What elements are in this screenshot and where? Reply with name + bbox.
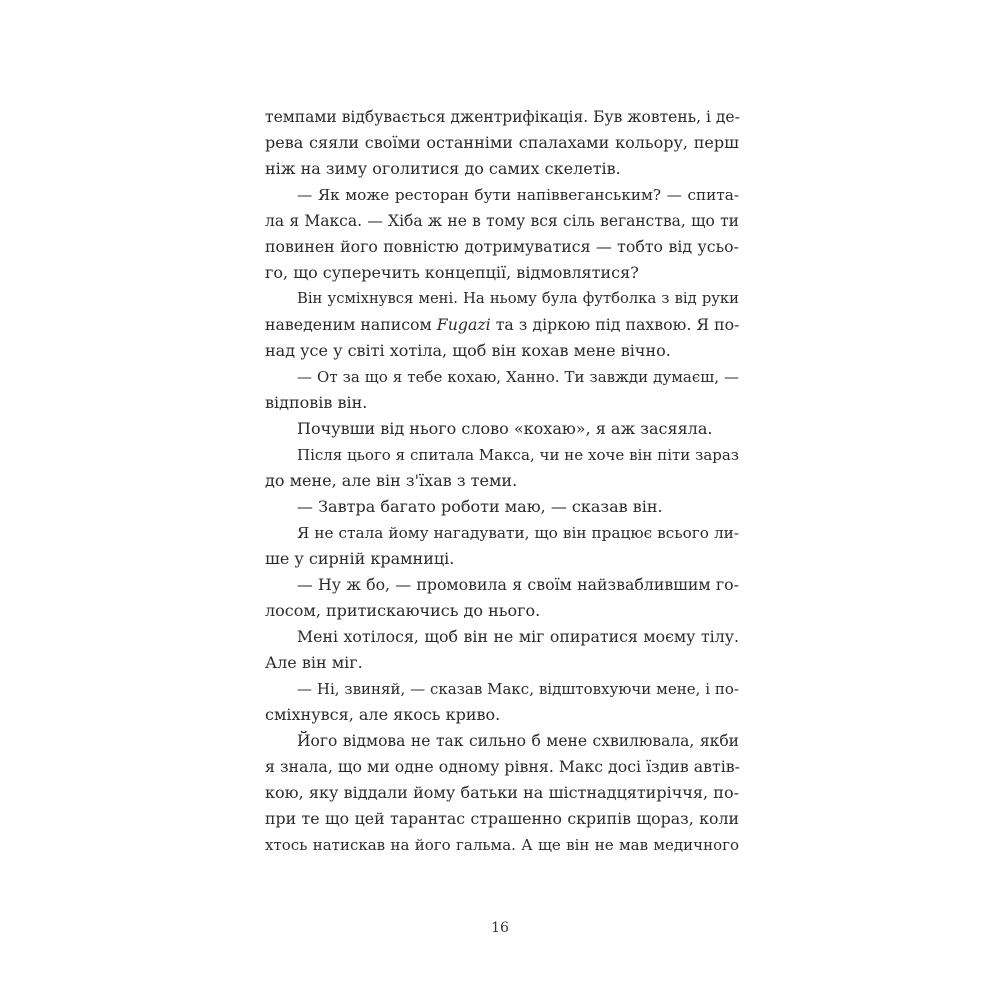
text-line: наведеним написом Fugazi та з діркою під пахвою. Я по- — [265, 315, 740, 334]
text-line: Почувши від нього слово «кохаю», я аж засяяла. — [297, 419, 713, 438]
book-text — [265, 104, 739, 858]
text-line: — Як може ресторан бути напіввеганським? — спита- — [297, 186, 739, 204]
text-line: ла я Макса. — Хіба ж не в тому вся сіль веганства, що ти — [265, 212, 739, 230]
text-line: — Ну ж бо, — промовила я своїм найзваблившим го- — [297, 575, 739, 594]
text-line: Я не стала йому нагадувати, що він працює всього ли- — [297, 524, 739, 542]
band-name: Fugazi — [436, 315, 491, 334]
text-line: кою, яку віддали йому батьки на шістнадцятиріччя, по- — [265, 783, 739, 802]
text-line: повинен його повністю дотримуватися — тобто від усьо- — [265, 237, 739, 256]
text-line: хтось натискав на його гальма. А ще він не мав медичного — [265, 836, 739, 854]
page-number: 16 — [491, 920, 509, 936]
text-line: лосом, притискаючись до нього. — [265, 601, 541, 620]
text-line: при те що цей тарантас страшенно скрипів щораз, коли — [265, 809, 739, 828]
text-line: сміхнувся, але якось криво. — [265, 705, 501, 724]
text-line: — Ні, звиняй, — сказав Макс, відштовхуючи мене, і по- — [297, 680, 739, 698]
text-line: рева сяяли своїми останніми спалахами кольору, перш — [265, 133, 739, 152]
text-line: над усе у світі хотіла, щоб він кохав мене вічно. — [265, 341, 671, 360]
text-line: ше у сирній крамниці. — [265, 549, 455, 568]
text-line: я знала, що ми одне одному рівня. Макс досі їздив автів- — [265, 757, 740, 776]
text-line: Мені хотілося, щоб він не міг опиратися моєму тілу. — [297, 627, 739, 646]
text-line: — От за що я тебе кохаю, Ханно. Ти завжди думаєш, — — [297, 368, 739, 386]
text-line: — Завтра багато роботи маю, — сказав він. — [297, 497, 663, 516]
text-line: ніж на зиму оголитися до самих скелетів. — [265, 159, 621, 178]
text-line: до мене, але він з'їхав з теми. — [265, 471, 518, 490]
text-line: темпами відбувається джентрифікація. Був жовтень, і де- — [265, 108, 740, 126]
text-line: Він усміхнувся мені. На ньому була футболка з від руки — [297, 290, 739, 307]
text-line: відповів він. — [265, 393, 368, 412]
text-line: го, що суперечить концепції, відмовлятися? — [265, 263, 639, 282]
text-line: Після цього я спитала Макса, чи не хоче він піти зараз — [297, 446, 739, 464]
text-line: Але він міг. — [265, 653, 363, 672]
text-line: Його відмова не так сильно б мене схвилювала, якби — [297, 732, 739, 750]
